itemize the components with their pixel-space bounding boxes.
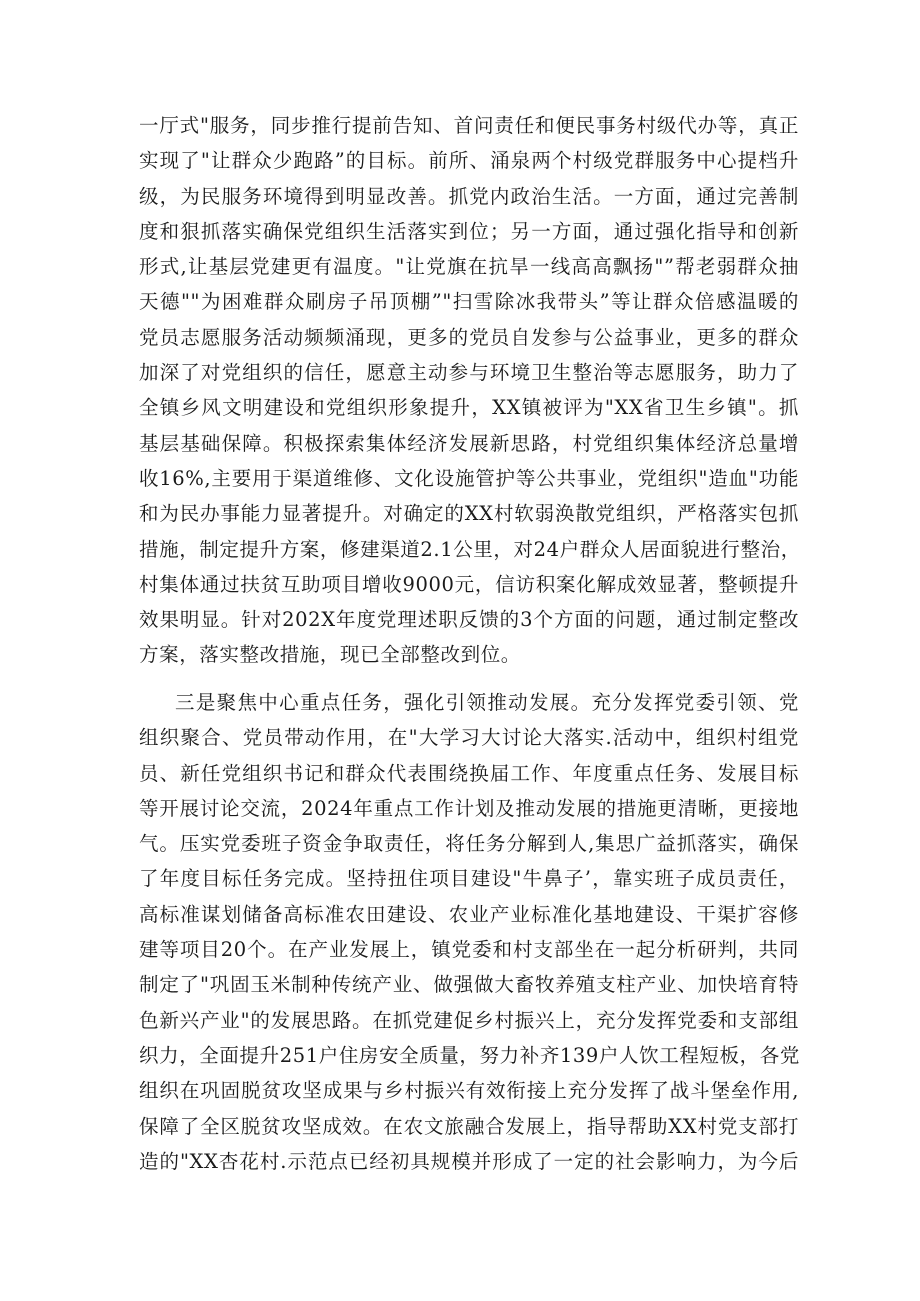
paragraph-key-tasks <box>139 685 799 1179</box>
text-line: 制定了"巩固玉米制种传统产业、做强做大畜牧养殖支柱产业、加快培育特 <box>139 973 799 997</box>
text-line: 基层基础保障。积极探索集体经济发展新思路，村党组织集体经济总量增 <box>139 431 799 455</box>
text-line: 气。压实党委班子资金争取责任，将任务分解到人,集思广益抓落实，确保 <box>139 832 799 856</box>
text-line: 措施，制定提升方案，修建渠道2.1公里，对24户群众人居面貌进行整治， <box>139 537 801 561</box>
text-line: 效果明显。针对202X年度党理述职反馈的3个方面的问题，通过制定整改 <box>139 608 799 632</box>
text-line: 天德""为困难群众刷房子吊顶棚”"扫雪除冰我带头”等让群众倍感温暖的 <box>139 290 799 314</box>
text-line: 三是聚焦中心重点任务，强化引领推动发展。充分发挥党委引领、党 <box>175 691 799 714</box>
text-line: 等开展讨论交流，2024年重点工作计划及推动发展的措施更清晰，更接地 <box>139 796 799 820</box>
text-line: 度和狠抓落实确保党组织生活落实到位；另一方面，通过强化指导和创新 <box>139 219 799 243</box>
text-line: 形式,让基层党建更有温度。"让党旗在抗旱一线高高飘扬"”帮老弱群众抽 <box>139 255 799 279</box>
text-line: 组织聚合、党员带动作用，在"大学习大讨论大落实.活动中，组织村组党 <box>139 726 799 750</box>
text-line: 色新兴产业"的发展思路。在抓党建促乡村振兴上，充分发挥党委和支部组 <box>139 1008 799 1032</box>
text-line: 建等项目20个。在产业发展上，镇党委和村支部坐在一起分析研判，共同 <box>139 938 799 962</box>
text-line: 全镇乡风文明建设和党组织形象提升，XX镇被评为"XX省卫生乡镇"。抓 <box>139 396 799 420</box>
text-line: 造的"XX杏花村.示范点已经初具规模并形成了一定的社会影响力，为今后 <box>139 1149 799 1173</box>
text-line: 党员志愿服务活动频频涌现，更多的党员自发参与公益事业，更多的群众 <box>139 325 799 349</box>
text-line: 和为民办事能力显著提升。对确定的XX村软弱涣散党组织，严格落实包抓 <box>139 502 799 526</box>
text-line: 加深了对党组织的信任，愿意主动参与环境卫生整治等志愿服务，助力了 <box>139 361 799 385</box>
text-line: 方案，落实整改措施，现已全部整改到位。 <box>139 643 521 667</box>
text-line: 高标准谋划储备高标准农田建设、农业产业标准化基地建设、干渠扩容修 <box>139 902 799 926</box>
text-line: 级，为民服务环境得到明显改善。抓党内政治生活。一方面，通过完善制 <box>139 184 799 208</box>
text-line: 织力，全面提升251户住房安全质量，努力补齐139户人饮工程短板，各党 <box>139 1043 800 1067</box>
text-line: 了年度目标任务完成。坚持扭住项目建设"牛鼻子’，靠实班子成员责任， <box>139 867 799 891</box>
text-line: 收16%,主要用于渠道维修、文化设施管护等公共事业，党组织"造血"功能 <box>139 466 799 490</box>
text-line: 员、新任党组织书记和群众代表围绕换届工作、年度重点任务、发展目标 <box>139 761 799 785</box>
text-line: 保障了全区脱贫攻坚成效。在农文旅融合发展上，指导帮助XX村党支部打 <box>139 1114 799 1138</box>
text-line: 组织在巩固脱贫攻坚成果与乡村振兴有效衔接上充分发挥了战斗堡垒作用, <box>139 1079 799 1103</box>
text-line: 实现了"让群众少跑路”的目标。前所、涌泉两个村级党群服务中心提档升 <box>139 149 799 173</box>
paragraph-party-building <box>139 108 799 673</box>
text-line: 一厅式"服务，同步推行提前告知、首问责任和便民事务村级代办等，真正 <box>139 114 799 137</box>
text-line: 村集体通过扶贫互助项目增收9000元，信访积案化解成效显著，整顿提升 <box>139 572 799 596</box>
